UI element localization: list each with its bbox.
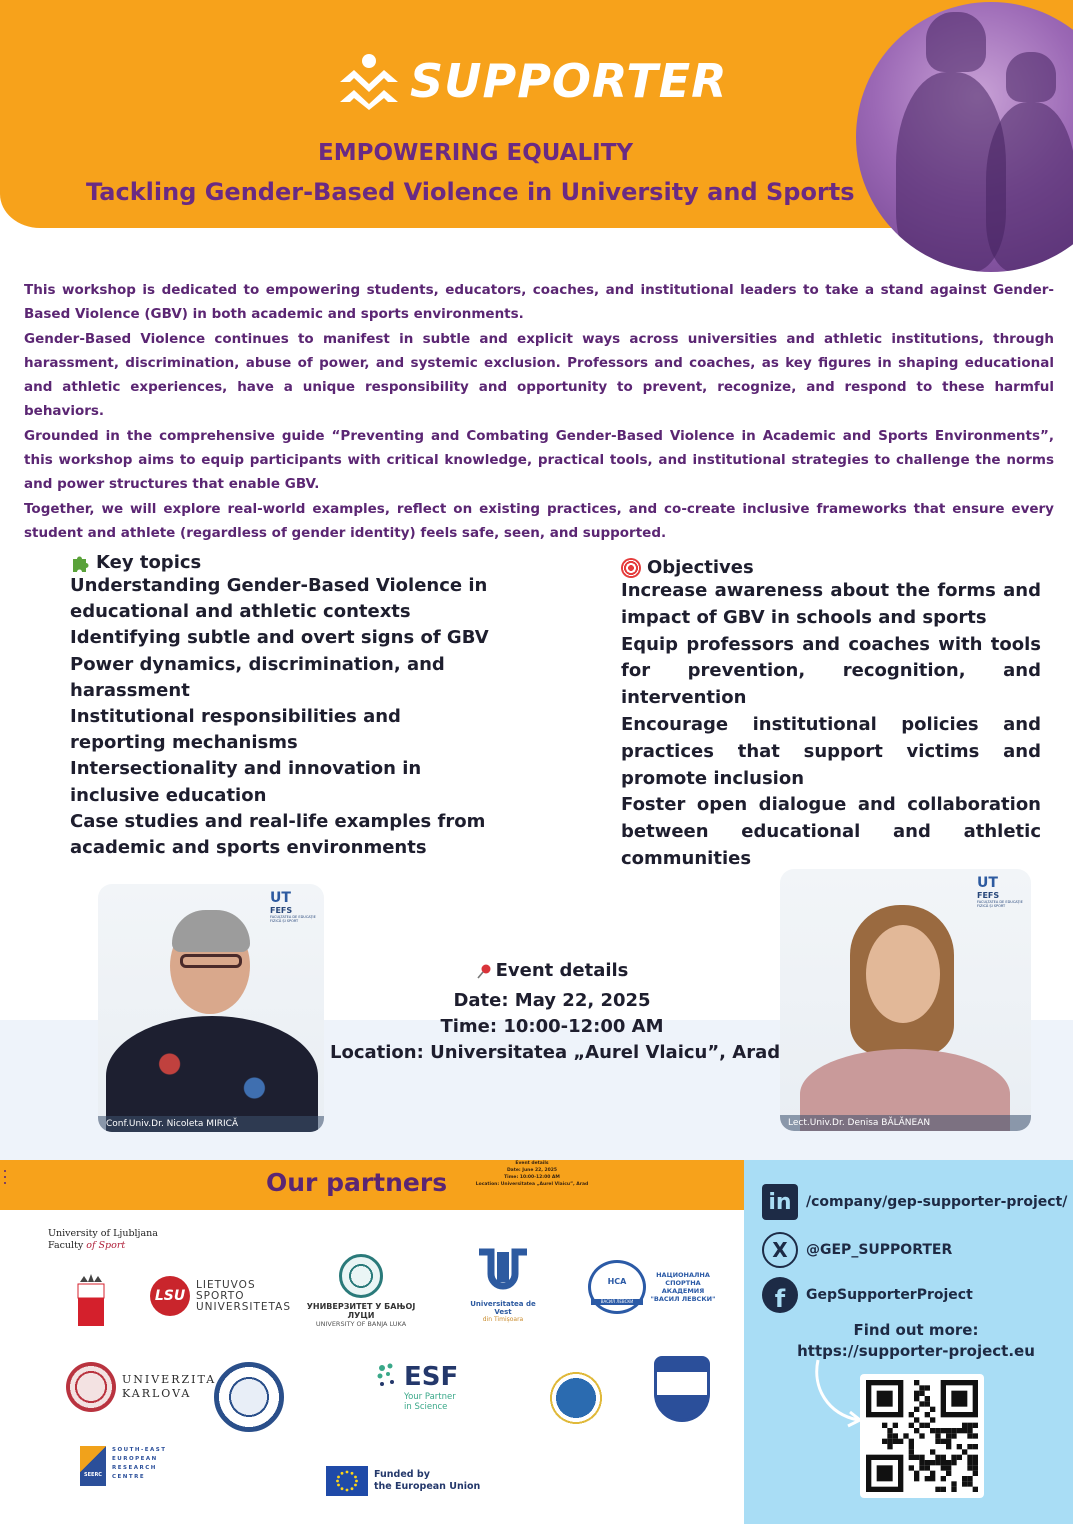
seerc-line: EUROPEAN [112, 1456, 158, 1462]
x-link[interactable] [762, 1232, 952, 1268]
linkedin-icon: in [762, 1184, 798, 1220]
intro-paragraph: Together, we will explore real-world examples, reflect on existing practices, and co-create inclusive frameworks that ensure every student and athlete (regardless of gender identity) feels safe, seen, and supported. [24, 500, 1054, 541]
ljubljana-crest-icon [76, 1272, 106, 1326]
seerc-logo [80, 1446, 166, 1486]
event-heading: Event details [495, 960, 629, 981]
lsu-line: UNIVERSITETAS [196, 1300, 292, 1313]
lsu-line: LIETUVOS [196, 1278, 256, 1291]
partners-title: Our partners [266, 1168, 448, 1197]
karlova-logo [66, 1362, 216, 1412]
linkedin-handle[interactable]: /company/gep-supporter-project/ [806, 1194, 1068, 1210]
event-location: Location: Universitatea „Aurel Vlaicu”, Arad [330, 1042, 781, 1064]
university-seal-icon [540, 1362, 612, 1434]
x-handle[interactable]: @GEP_SUPPORTER [806, 1242, 953, 1258]
curved-arrow-icon [808, 1358, 868, 1428]
karlova-line1: UNIVERZITA [122, 1373, 217, 1386]
intro-paragraph: This workshop is dedicated to empowering students, educators, coaches, and institutional leaders to take a stand against Gender-Based Violence (GBV) in both academic and sports environments. [24, 282, 1054, 323]
lsu-logo [150, 1276, 291, 1316]
facebook-link[interactable] [762, 1277, 973, 1313]
eu-funding-logo [326, 1466, 480, 1496]
university-crest-icon [654, 1356, 710, 1422]
speaker-caption: Lect.Univ.Dr. Denisa BĂLĂNEAN [780, 1115, 1031, 1131]
page-subtitle: Tackling Gender-Based Violence in University and Sports [86, 178, 855, 206]
key-topic-item: Identifying subtle and overt signs of GBV [70, 627, 489, 649]
nsa-ribbon: ВАСИЛ ЛЕВСКИ [591, 1299, 643, 1305]
karlova-seal-icon [66, 1362, 116, 1412]
uvt-line2: din Timișoara [482, 1316, 524, 1323]
page-title: EMPOWERING EQUALITY [318, 140, 634, 166]
seerc-line: RESEARCH [112, 1465, 157, 1471]
fefs-badge-sub: FACULTATEA DE EDUCAȚIE FIZICĂ ȘI SPORT [270, 915, 316, 923]
qr-code-icon [866, 1380, 978, 1492]
target-icon [621, 558, 641, 578]
find-more-label: Find out more: [853, 1321, 979, 1339]
mini-event-date: Date: June 22, 2025 [506, 1168, 558, 1173]
fefs-logo: UT FEFS FACULTATEA DE EDUCAȚIE FIZICĂ ȘI SPORT [270, 890, 316, 923]
ljubljana-line2a: Faculty [48, 1240, 87, 1251]
event-date: Date: May 22, 2025 [453, 989, 651, 1011]
esf-name: ESF [404, 1362, 459, 1392]
lsu-mark: LSU [150, 1276, 190, 1316]
speaker-photo-2 [780, 869, 1031, 1131]
qr-code[interactable] [860, 1374, 984, 1498]
nsa-logo [588, 1260, 716, 1314]
esf-logo [376, 1362, 458, 1412]
key-topic-item: Understanding Gender-Based Violence in educational and athletic contexts [70, 575, 488, 623]
mini-event-details [470, 1160, 594, 1188]
key-topic-item: Institutional responsibilities and reporting mechanisms [70, 706, 401, 754]
intro-paragraph: Grounded in the comprehensive guide “Preventing and Combating Gender-Based Violence in Academic and Sports Environments”, this workshop aims to equip participants with critical knowledge, practical tools, and institutional strategies to challenge the norms and power structures that enable GBV. [24, 427, 1054, 493]
ljubljana-line1: University of Ljubljana [48, 1228, 158, 1239]
speaker-photo-1 [98, 884, 324, 1132]
facebook-handle[interactable]: GepSupporterProject [806, 1287, 973, 1303]
puzzle-icon [70, 553, 90, 573]
fefs-badge-sub: FACULTATEA DE EDUCAȚIE FIZICĂ ȘI SPORT [977, 900, 1023, 908]
key-topics-heading [70, 552, 490, 573]
fefs-logo: UT FEFS FACULTATEA DE EDUCAȚIE FIZICĂ ȘI SPORT [977, 875, 1023, 908]
eu-flag-icon [326, 1466, 368, 1496]
objective-item: Encourage institutional policies and practices that support victims and promote inclusion [621, 713, 1041, 789]
event-time: Time: 10:00-12:00 AM [440, 1016, 664, 1038]
intro-paragraph: Gender-Based Violence continues to manifest in subtle and explicit ways across universities and athletic institutions, through harassment, discrimination, abuse of power, and systemic exclusion. Professors and coaches, as key figures in shaping educational and athletic experiences, have a unique responsibility and opportunity to prevent, recognize, and respond to these harmful behaviors. [24, 330, 1054, 420]
karlova-line2: KARLOVA [122, 1387, 192, 1400]
key-topic-item: Intersectionality and innovation in inclusive education [70, 758, 422, 806]
nsa-text: НАЦИОНАЛНА СПОРТНА АКАДЕМИЯ "ВАСИЛ ЛЕВСКИ" [650, 1271, 716, 1303]
intro-text [24, 278, 1054, 545]
seerc-mark-icon [80, 1446, 106, 1486]
banja-luka-line1: УНИВЕРЗИТЕТ У БАЊОЈ ЛУЦИ [306, 1302, 416, 1320]
mini-event-heading: Event details [515, 1161, 549, 1166]
uvt-mark-icon [473, 1248, 533, 1294]
key-topics-title: Key topics [96, 552, 202, 573]
esf-tagline1: Your Partner [404, 1392, 456, 1402]
ljubljana-logo [48, 1228, 158, 1252]
x-icon: X [762, 1232, 798, 1268]
seerc-line: CENTRE [112, 1474, 146, 1480]
esf-mark-icon [376, 1362, 400, 1392]
speaker-caption: Conf.Univ.Dr. Nicoleta MIRICĂ [98, 1116, 324, 1132]
seerc-line: SOUTH-EAST [112, 1447, 167, 1453]
eu-line1: Funded by [374, 1469, 430, 1480]
objective-item: Increase awareness about the forms and impact of GBV in schools and sports [621, 580, 1041, 628]
facebook-icon: f [762, 1277, 798, 1313]
supporter-logo-icon [336, 52, 402, 110]
uvt-line1: Universitatea de Vest [470, 1300, 536, 1316]
objective-item: Foster open dialogue and collaboration between educational and athletic communities [621, 794, 1041, 869]
uvt-logo [462, 1248, 544, 1323]
objectives-heading [621, 557, 1041, 578]
logo-text: SUPPORTER [410, 54, 728, 108]
banja-luka-line2: UNIVERSITY OF BANJA LUKA [315, 1320, 407, 1328]
lsu-line: SPORTO [196, 1289, 245, 1302]
seerc-mark-text: SEERC [84, 1472, 102, 1478]
fefs-badge: FEFS [270, 906, 293, 915]
objectives-title: Objectives [647, 557, 754, 578]
linkedin-link[interactable] [762, 1184, 1067, 1220]
mini-event-location: Location: Universitatea „Aurel Vlaicu”, Arad [475, 1182, 589, 1187]
key-topics-section [70, 552, 490, 861]
event-details [330, 958, 781, 1067]
objectives-section [621, 557, 1041, 873]
kebab-icon [4, 1170, 7, 1190]
find-more [766, 1320, 1066, 1362]
fefs-badge: FEFS [977, 891, 1000, 900]
pushpin-icon [476, 963, 492, 979]
banja-luka-seal-icon [339, 1254, 383, 1298]
ljubljana-line2b: of Sport [86, 1240, 126, 1251]
gothenburg-seal-icon [214, 1362, 284, 1432]
eu-line2: the European Union [374, 1481, 481, 1492]
website-link[interactable]: https://supporter-project.eu [797, 1342, 1035, 1360]
key-topic-item: Case studies and real-life examples from academic and sports environments [70, 810, 486, 859]
nsa-seal-icon [588, 1260, 646, 1314]
banja-luka-logo [302, 1254, 420, 1328]
key-topic-item: Power dynamics, discrimination, and harassment [70, 653, 445, 701]
nsa-seal-text: НСА [607, 1277, 627, 1286]
objective-item: Equip professors and coaches with tools for prevention, recognition, and intervention [621, 633, 1041, 709]
mini-event-time: Time: 10:00-12:00 AM [504, 1175, 560, 1180]
esf-tagline2: in Science [404, 1402, 448, 1412]
